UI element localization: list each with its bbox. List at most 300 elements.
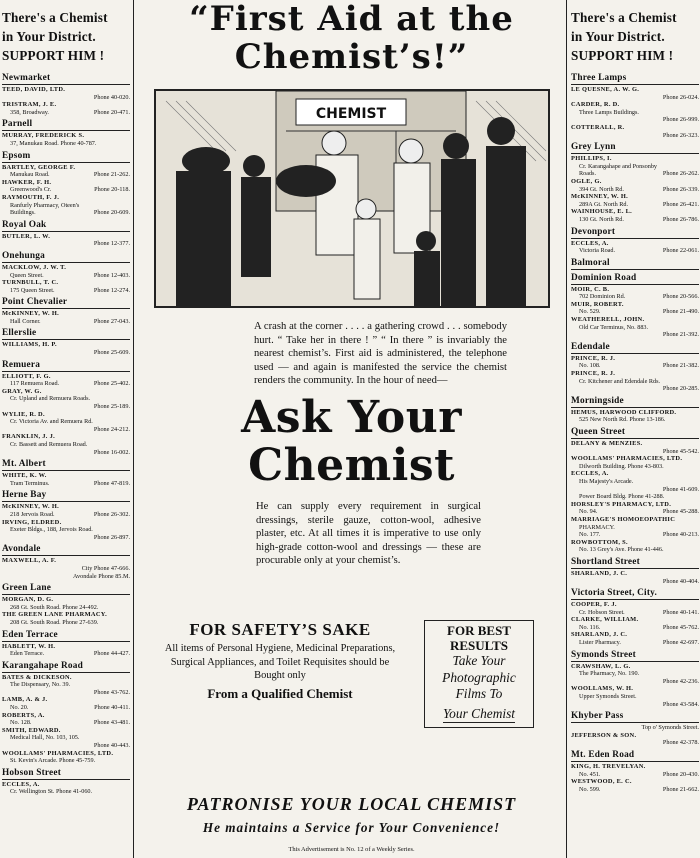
chemist-address-line [571,724,699,732]
column-rule-left [133,0,134,858]
chemist-address-line [571,609,699,617]
safety-body: All items of Personal Hygiene, Medicinal Preparations, Surgical Appliances, and Toilet Requisites should be Bought only [164,643,396,682]
phone-number: Phone 43-762. [93,688,130,696]
phone-number: Phone 26-786. [662,215,699,223]
chemist-address-line [2,604,130,612]
chemist-name: SMITH, EDWARD. [2,726,61,734]
chemist-name: COTTERALL, R. [571,123,625,131]
chemist-entry [2,341,130,356]
chemist-address-line [571,109,699,117]
chemist-address-line [571,463,699,471]
chemist-entry [2,264,130,279]
chemist-address-line [571,493,699,501]
phone-number: Phone 42-236. [662,677,699,685]
chemist-address-line [571,385,699,393]
chemist-address-line [2,681,130,689]
chemist-entry [2,373,130,388]
phone-number: Top o' Symonds Street. [641,724,699,732]
chemist-name: COOPER, F. J. [571,601,617,609]
chemist-name: LE QUESNE, A. W. G. [571,86,640,93]
chemist-name: THE GREEN LANE PHARMACY. [2,611,107,619]
chemist-name: WYLIE, R. D. [2,410,45,418]
chemist-name: DELANY & MENZIES. [571,440,643,447]
address-text: Hall Corner. [10,317,41,325]
district-name: Morningside [571,396,699,408]
district-block [2,490,130,541]
district-name: Balmoral [571,258,699,270]
address-text: No. 128. [10,719,32,727]
chemist-address-line [571,308,699,316]
chemist-address-line [571,508,699,516]
district-block [2,583,130,626]
chemist-address-line [2,689,130,697]
phone-number: Phone 12-274. [93,286,130,294]
phone-number: Phone 20-285. [662,385,699,393]
district-block [571,396,699,424]
address-text: Eden Terrace. [10,650,45,658]
phone-number: Phone 26-323. [662,131,699,139]
chemist-address-line [571,678,699,686]
chemist-address-line [2,788,130,796]
chemist-name: BUTLER, L. W. [2,232,51,240]
chemist-address-line [571,524,699,532]
district-block [2,459,130,487]
headline-line-2: Chemist’s!” [234,37,469,77]
chemist-address-line [571,201,699,209]
center-advertisement [144,0,559,853]
district-block [2,328,130,356]
chemist-name: WEATHERELL, JOHN. [571,316,645,324]
safety-footer: From a Qualified Chemist [207,685,353,701]
chemist-entry [571,778,699,793]
chemist-address-line [571,416,699,424]
phone-number: Phone 12-403. [93,271,130,279]
chemist-name: ROBERTS, A. [2,711,45,719]
films-line-2: Photographic [442,669,516,685]
address-text: His Majesty's Arcade. [579,477,634,485]
district-block [571,750,699,793]
chemist-address-line [2,209,130,217]
phone-number: Phone 40-443. [93,742,130,750]
phone-number: Phone 20-566. [662,293,699,301]
films-panel [424,620,534,728]
chemist-entry [2,503,130,518]
phone-number: Phone 21-392. [662,331,699,339]
chemist-name: BARTLEY, GEORGE F. [2,163,76,171]
address-text: 37, Manukau Road. Phone 40-787. [10,139,97,147]
chemist-name: WOOLLAMS, W. H. [571,685,634,693]
district-name: Eden Terrace [2,630,130,642]
phone-number: Phone 21-662. [662,785,699,793]
chemist-address-line [571,247,699,255]
chemist-name: HORSLEY'S PHARMACY, LTD. [571,500,672,508]
chemist-name: SHARLAND, J. C. [571,631,628,639]
column-rule-right [566,0,567,858]
address-text: Lister Pharmacy. [579,639,621,647]
address-text: Exeter Bldgs., 188, Jervois Road. [10,526,93,534]
phone-number: Phone 20-471. [93,108,130,116]
chemist-address-line [571,331,699,339]
chemist-address-line [2,449,130,457]
district-block [571,588,699,647]
chemist-name: MACKLOW, J. W. T. [2,263,67,271]
district-block [571,711,699,747]
service-tagline: He maintains a Service for Your Convenience! [202,820,501,835]
address-text: Old Car Terminus, No. 883. [579,323,649,331]
chemist-address-line [2,565,130,573]
phone-number: Phone 41-609. [662,485,699,493]
district-name: Symonds Street [571,650,699,662]
chemist-name: HABLETT, W. H. [2,642,56,650]
address-text: Cr. Kitchener and Edendale Rds. [579,377,661,385]
chemist-name: ECCLES, A. [571,470,609,478]
chemist-entry [571,440,699,455]
phone-number: Phone 40-141. [662,608,699,616]
chemist-entry [571,193,699,208]
right-directory-column [571,8,699,793]
chemist-name: MOIR, C. B. [571,285,610,293]
phone-number: Phone 16-002. [93,448,130,456]
chemist-name: McKINNEY, W. H. [2,310,59,318]
chemist-name: HAWKER, F. H. [2,178,52,186]
chemist-name: GRAY, W. G. [2,387,42,395]
district-block [571,142,699,223]
films-line-4: Your Chemist [443,706,515,724]
phone-number: Phone 26-999. [662,116,699,124]
address-text: 289A Gt. North Rd. [579,200,628,208]
chemist-name: KING, H. TREVELYAN. [571,763,646,770]
district-block [571,650,699,709]
chemist-address-line [2,757,130,765]
chemist-name: TRISTRAM, J. E. [2,101,57,109]
chemist-address-line [2,272,130,280]
chemist-name: CRAWSHAW, L. G. [571,662,631,670]
chemist-name: WAINHOUSE, E. L. [571,208,633,216]
left-heading-1: There's a Chemist [2,10,108,25]
district-block [571,427,699,554]
chemist-entry [571,539,699,554]
supply-paragraph: He can supply every requirement in surgical dressings, sterile gauze, cotton-wool, adhesive plaster, etc. At all times it is imperative to use only high-grade cotton-wool and dressings — these are procurable only at your chemist’s. [256,500,481,567]
district-name: Remuera [2,360,130,372]
address-text: 130 Gt. North Rd. [579,215,624,223]
safety-heading: FOR SAFETY’S SAKE [189,620,371,639]
address-text: 358, Broadway. [10,108,49,116]
chemist-address-line [571,362,699,370]
chemist-entry [2,596,130,611]
address-text: Ranfurly Pharmacy, Oteen's [10,201,80,209]
left-heading-2: in Your District. [2,29,96,44]
phone-number: Phone 27-043. [93,317,130,325]
chemist-address-line [571,163,699,171]
phone-number: Phone 26-262. [662,170,699,178]
chemist-name: RAYMOUTH, F. J. [2,193,60,201]
right-heading-2: in Your District. [571,29,665,44]
chemist-address-line [571,701,699,709]
phone-number: Phone 26-897. [93,533,130,541]
district-name: Devonport [571,227,699,239]
chemist-name: PRINCE, R. J. [571,354,616,362]
district-name: Queen Street [571,427,699,439]
chemist-name: MORGAN, D. G. [2,596,54,604]
address-text: No. 20. [10,704,29,712]
phone-number: Phone 40-404. [662,577,699,585]
district-block [571,273,699,339]
district-name: Mt. Albert [2,459,130,471]
chemist-name: MURRAY, FREDERICK S. [2,132,85,140]
chemist-name: CARDER, R. D. [571,101,620,109]
phone-number: Phone 26-339. [662,185,699,193]
address-text: No. 108. [579,362,601,370]
chemist-name: WILLIAMS, H. P. [2,341,57,349]
chemist-name: ECCLES, A. [571,239,609,247]
chemist-entry [571,631,699,646]
chemist-entry [2,781,130,796]
chemist-name: MUIR, ROBERT. [571,300,624,308]
address-text: 175 Queen Street. [10,286,55,294]
district-block [571,258,699,270]
chemist-entry [2,279,130,294]
district-block [571,227,699,255]
chemist-name: FRANKLIN, J. J. [2,433,55,441]
chemist-name: ECCLES, A. [2,780,40,788]
chemist-address-line [2,403,130,411]
district-name: Dominion Road [571,273,699,285]
chemist-address-line [571,448,699,456]
chemist-name: HEMUS, HARWOOD CLIFFORD. [571,408,677,416]
chemist-address-line [571,216,699,224]
chemist-name: LAMB, A. & J. [2,696,48,704]
chemist-address-line [571,116,699,124]
chemist-name: MAXWELL, A. F. [2,557,57,565]
address-text: Tram Terminus. [10,479,50,487]
address-text: Dilworth Building. Phone 43-803. [579,462,664,470]
address-text: Victoria Road. [579,247,616,255]
chemist-entry [571,501,699,516]
chemist-name: McKINNEY, W. H. [571,193,628,201]
chemist-address-line [2,380,130,388]
address-text: Upper Symonds Street. [579,693,637,701]
chemist-address-line [571,132,699,140]
chemist-name: BATES & DICKESON. [2,673,72,681]
district-name: Onehunga [2,251,130,263]
chemist-address-line [571,639,699,647]
chemist-name: WHITE, K. W. [2,472,47,480]
district-name: Victoria Street, City. [571,588,699,600]
chemist-entry [571,370,699,393]
chemist-entry [571,663,699,686]
phone-number: Phone 42-697. [662,639,699,647]
address-text: 117 Remuera Road. [10,380,60,388]
district-name: Three Lamps [571,73,699,85]
chemist-address-line [571,771,699,779]
chemist-entry [571,155,699,178]
chemist-entry [2,164,130,179]
phone-number: Phone 12-377. [93,240,130,248]
chemist-entry [2,411,130,434]
chemist-entry [571,301,699,316]
chemist-entry [571,516,699,539]
address-text: The Dispensary, No. 39. [10,681,71,689]
address-text: PHARMACY. [579,523,615,531]
safety-panel [162,620,398,702]
chemist-address-line [2,418,130,426]
address-text: No. 599. [579,785,601,793]
district-block [2,73,130,116]
chemist-entry [571,208,699,223]
chemist-address-line [2,704,130,712]
address-text: Power Board Bldg. Phone 41-288. [579,493,665,501]
address-text: Three Lamps Buildings. [579,108,639,116]
district-name: Point Chevalier [2,297,130,309]
phone-number: Phone 45-762. [662,623,699,631]
phone-number: Phone 26-302. [93,510,130,518]
chemist-name: JEFFERSON & SON. [571,731,637,739]
right-district-list [571,73,699,793]
chemist-address-line [2,719,130,727]
films-heading-2: RESULTS [449,638,509,653]
chemist-entry [571,240,699,255]
district-name: Herne Bay [2,490,130,502]
chemist-name: CLARKE, WILLIAM. [571,616,639,624]
phone-number: Phone 25-189. [93,403,130,411]
chemist-entry [571,286,699,301]
chemist-name: WOOLLAMS' PHARMACIES, LTD. [2,749,114,757]
chemist-entry [2,696,130,711]
chemist-address-line [571,378,699,386]
address-text: No. 529. [579,308,601,316]
chemist-name: TEED, DAVID, LTD. [2,86,66,93]
right-heading-3: SUPPORT HIM ! [571,48,674,63]
chemist-name: IRVING, ELDRED. [2,518,62,526]
address-text: 268 Gt. South Road. Phone 24-492. [10,603,99,611]
chemist-address-line [571,624,699,632]
phone-number: Phone 43-481. [93,719,130,727]
phone-number: City Phone 47-666. [81,564,130,572]
address-text: 525 New North Rd. Phone 13-186. [579,416,666,424]
chemist-entry [2,519,130,542]
phone-number: Phone 25-402. [93,380,130,388]
phone-number: Phone 25-609. [93,349,130,357]
chemist-entry [2,433,130,456]
chemist-entry [571,316,699,339]
chemist-entry [2,388,130,411]
chemist-address-line [2,395,130,403]
address-text: No. 451. [579,770,601,778]
chemist-sign-text: CHEMIST [315,106,386,122]
phone-number: Phone 21-382. [662,362,699,370]
chemist-entry [2,727,130,750]
address-text: Cr. Bassett and Remuera Road. [10,441,88,448]
chemist-entry [2,310,130,325]
headline-line-1: “First Aid at the [189,0,514,39]
chemist-address-line [2,573,130,581]
phone-number: Phone 22-061. [662,247,699,255]
chemist-name: PRINCE, R. J. [571,370,616,378]
chemist-address-line [2,109,130,117]
chemist-address-line [2,441,130,449]
chemist-entry [571,493,699,501]
address-text: Cr. Victoria Av. and Remuera Rd. [10,418,93,426]
chemist-entry [2,233,130,248]
chemist-entry [2,194,130,217]
address-text: Cr. Upland and Remuera Roads. [10,395,91,403]
district-name: Hobson Street [2,768,130,780]
chemist-entry [571,685,699,708]
chemist-entry [571,178,699,193]
chemist-address-line [2,742,130,750]
phone-number: Phone 45-288. [662,508,699,516]
district-name: Grey Lynn [571,142,699,154]
chemist-entry [2,472,130,487]
district-block [2,360,130,457]
chemist-address-line [571,478,699,486]
chemist-entry [2,179,130,194]
chemist-entry [571,455,699,470]
district-block [571,73,699,139]
chemist-address-line [2,619,130,627]
address-text: No. 177. [579,531,601,539]
chemist-address-line [2,140,130,148]
phone-number: Phone 43-584. [662,700,699,708]
chemist-entry [571,355,699,370]
address-text: Manukau Road. [10,171,50,179]
chemist-entry [2,643,130,658]
chemist-entry [571,124,699,139]
story-paragraph: A crash at the corner . . . . a gathering crowd . . . somebody hurt. “ Take her in there ! ” “ In there ” is invariably the nearest chemist’s. First aid is administered, the telephone used — and again is manifested the service the chemist renders the community. In the hour of need— [254,321,507,387]
chemist-entry [571,616,699,631]
district-block [2,220,130,248]
chemist-address-line [571,578,699,586]
district-name: Parnell [2,119,130,131]
chemist-name: WESTWOOD, E. C. [571,778,632,786]
phone-number: Phone 20-430. [662,770,699,778]
chemist-entry [2,132,130,147]
address-text: 702 Dominion Rd. [579,293,626,301]
chemist-address-line [2,186,130,194]
chemist-address-line [571,170,699,178]
phone-number: Phone 26-024. [662,93,699,101]
left-heading-3: SUPPORT HIM ! [2,48,105,63]
chemist-address-line [571,186,699,194]
chemist-entry [571,86,699,101]
address-text: No. 94. [579,508,598,516]
chemist-name: WOOLLAMS' PHARMACIES, LTD. [571,455,683,463]
address-text: Cr. Hobson Street. [579,608,625,616]
address-text: 394 Gt. North Rd. [579,185,624,193]
chemist-address-line [2,534,130,542]
films-line-1: Take Your [452,653,506,668]
chemist-heading: Chemist [248,439,455,491]
phone-number: Phone 40-213. [662,531,699,539]
series-footer: This Advertisement is No. 12 of a Weekly Series. [288,846,415,853]
district-name: Khyber Pass [571,711,699,723]
address-text: Roads. [579,170,597,178]
chemist-address-line [571,670,699,678]
phone-number: Phone 47-819. [93,479,130,487]
chemist-address-line [571,486,699,494]
phone-number: Phone 21-262. [93,171,130,179]
district-name: Green Lane [2,583,130,595]
address-text: The Pharmacy, No. 190. [579,670,640,678]
chemist-name: MARRIAGE'S HOMOEOPATHIC [571,515,676,523]
chemist-name: McKINNEY, W. H. [2,503,59,511]
accident-illustration [154,89,550,308]
address-text: 208 Gt. South Road. Phone 27-639. [10,618,99,626]
chemist-entry [2,750,130,765]
chemist-address-line [2,526,130,534]
chemist-name: ROWBOTTOM, S. [571,538,628,546]
chemist-address-line [571,293,699,301]
